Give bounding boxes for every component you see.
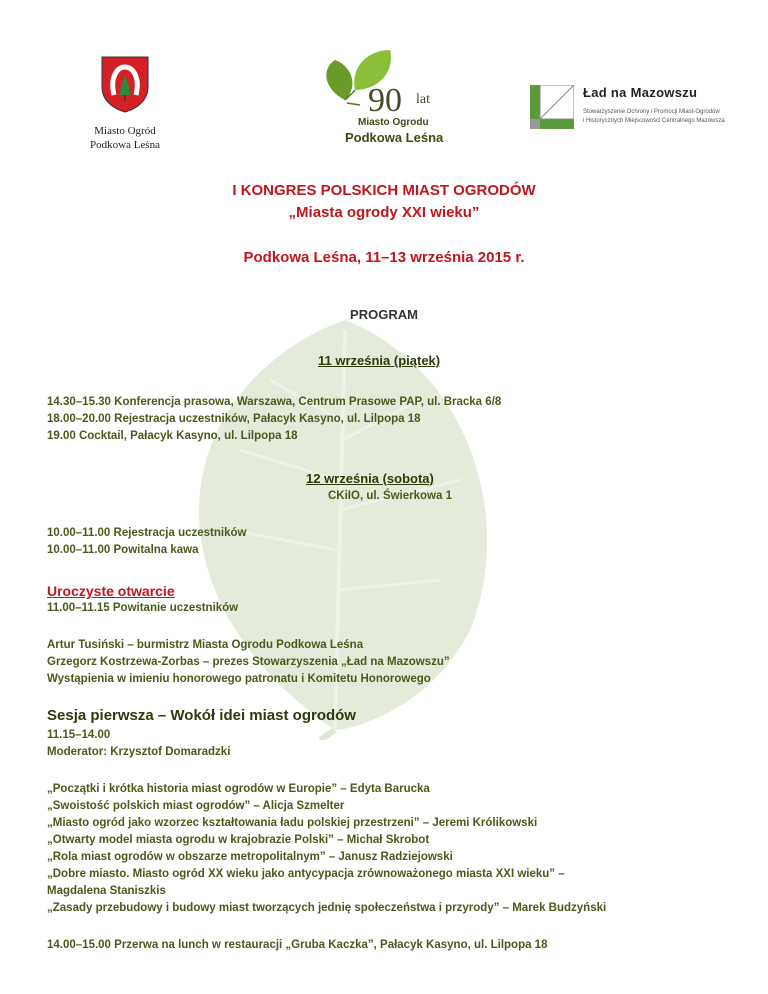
opening-speaker: Grzegorz Kostrzewa-Zorbas – prezes Stowarzyszenia „Ład na Mazowszu” xyxy=(47,656,450,668)
anniversary-unit: lat xyxy=(416,92,430,107)
association-subtitle-line-1: Stowarzyszenie Ochrony i Promocji Miast-Ogrodów xyxy=(583,109,720,115)
lunch-item: 14.00–15.00 Przerwa na lunch w restauracji „Gruba Kaczka”, Pałacyk Kasyno, ul. Lilpopa 18 xyxy=(47,939,548,951)
association-logo-icon xyxy=(530,85,574,129)
congress-title: I KONGRES POLSKICH MIAST OGRODÓW xyxy=(232,182,536,199)
association-subtitle-line-2: i Historycznych Miejscowości Centralnego Mazowsza xyxy=(583,118,725,124)
session1-talk: „Dobre miasto. Miasto ogród XX wieku jako antycypacja zrównoważonego miasta XXI wieku” – xyxy=(47,868,565,880)
town-caption-line-1: Miasto Ogród xyxy=(94,125,156,137)
association-subtitle xyxy=(583,108,758,126)
session1-heading: Sesja pierwsza – Wokół idei miast ogrodów xyxy=(47,707,356,724)
congress-motto: „Miasta ogrody XXI wieku” xyxy=(288,204,480,221)
session1-talk: „Swoistość polskich miast ogrodów” – Alicja Szmelter xyxy=(47,800,345,812)
day2-location: CKiIO, ul. Świerkowa 1 xyxy=(328,490,452,502)
day1-item: 18.00–20.00 Rejestracja uczestników, Pałacyk Kasyno, ul. Lilpopa 18 xyxy=(47,413,421,425)
day1-item: 19.00 Cocktail, Pałacyk Kasyno, ul. Lilpopa 18 xyxy=(47,430,298,442)
anniversary-line-1: Miasto Ogrodu xyxy=(358,117,429,128)
session1-moderator: Moderator: Krzysztof Domaradzki xyxy=(47,746,231,758)
opening-speaker: Artur Tusiński – burmistrz Miasta Ogrodu Podkowa Leśna xyxy=(47,639,364,651)
association-title: Ład na Mazowszu xyxy=(583,85,698,100)
program-heading: PROGRAM xyxy=(350,307,418,322)
town-caption-line-2: Podkowa Leśna xyxy=(90,139,160,151)
session1-talk: „Zasady przebudowy i budowy miast tworzących jednię społeczeństwa i przyrody” – Marek Budzyński xyxy=(47,902,607,914)
day2-item: 10.00–11.00 Powitalna kawa xyxy=(47,544,199,556)
congress-place-date: Podkowa Leśna, 11–13 września 2015 r. xyxy=(243,249,525,266)
day2-heading: 12 września (sobota) xyxy=(306,471,434,486)
session1-talk: „Otwarty model miasta ogrodu w krajobrazie Polski” – Michał Skrobot xyxy=(47,834,430,846)
anniversary-line-2: Podkowa Leśna xyxy=(345,130,444,145)
opening-heading: Uroczyste otwarcie xyxy=(47,583,175,599)
session1-talk: „Początki i krótka historia miast ogrodów w Europie” – Edyta Barucka xyxy=(47,783,430,795)
anniversary-number: 90 xyxy=(368,82,402,119)
town-logo xyxy=(70,55,180,152)
session1-talk: „Rola miast ogrodów w obszarze metropolitalnym” – Janusz Radziejowski xyxy=(47,851,453,863)
opening-speaker: Wystąpienia w imieniu honorowego patronatu i Komitetu Honorowego xyxy=(47,673,431,685)
town-crest-icon xyxy=(100,55,150,113)
day1-heading: 11 września (piątek) xyxy=(318,353,441,368)
session1-time: 11.15–14.00 xyxy=(47,729,111,741)
opening-time-item: 11.00–11.15 Powitanie uczestników xyxy=(47,602,239,614)
session1-talk: Magdalena Staniszkis xyxy=(47,885,166,897)
day2-item: 10.00–11.00 Rejestracja uczestników xyxy=(47,527,247,539)
day1-item: 14.30–15.30 Konferencja prasowa, Warszawa, Centrum Prasowe PAP, ul. Bracka 6/8 xyxy=(47,396,502,408)
session1-talk: „Miasto ogród jako wzorzec kształtowania ładu polskiej przestrzeni” – Jeremi Królikowski xyxy=(47,817,538,829)
